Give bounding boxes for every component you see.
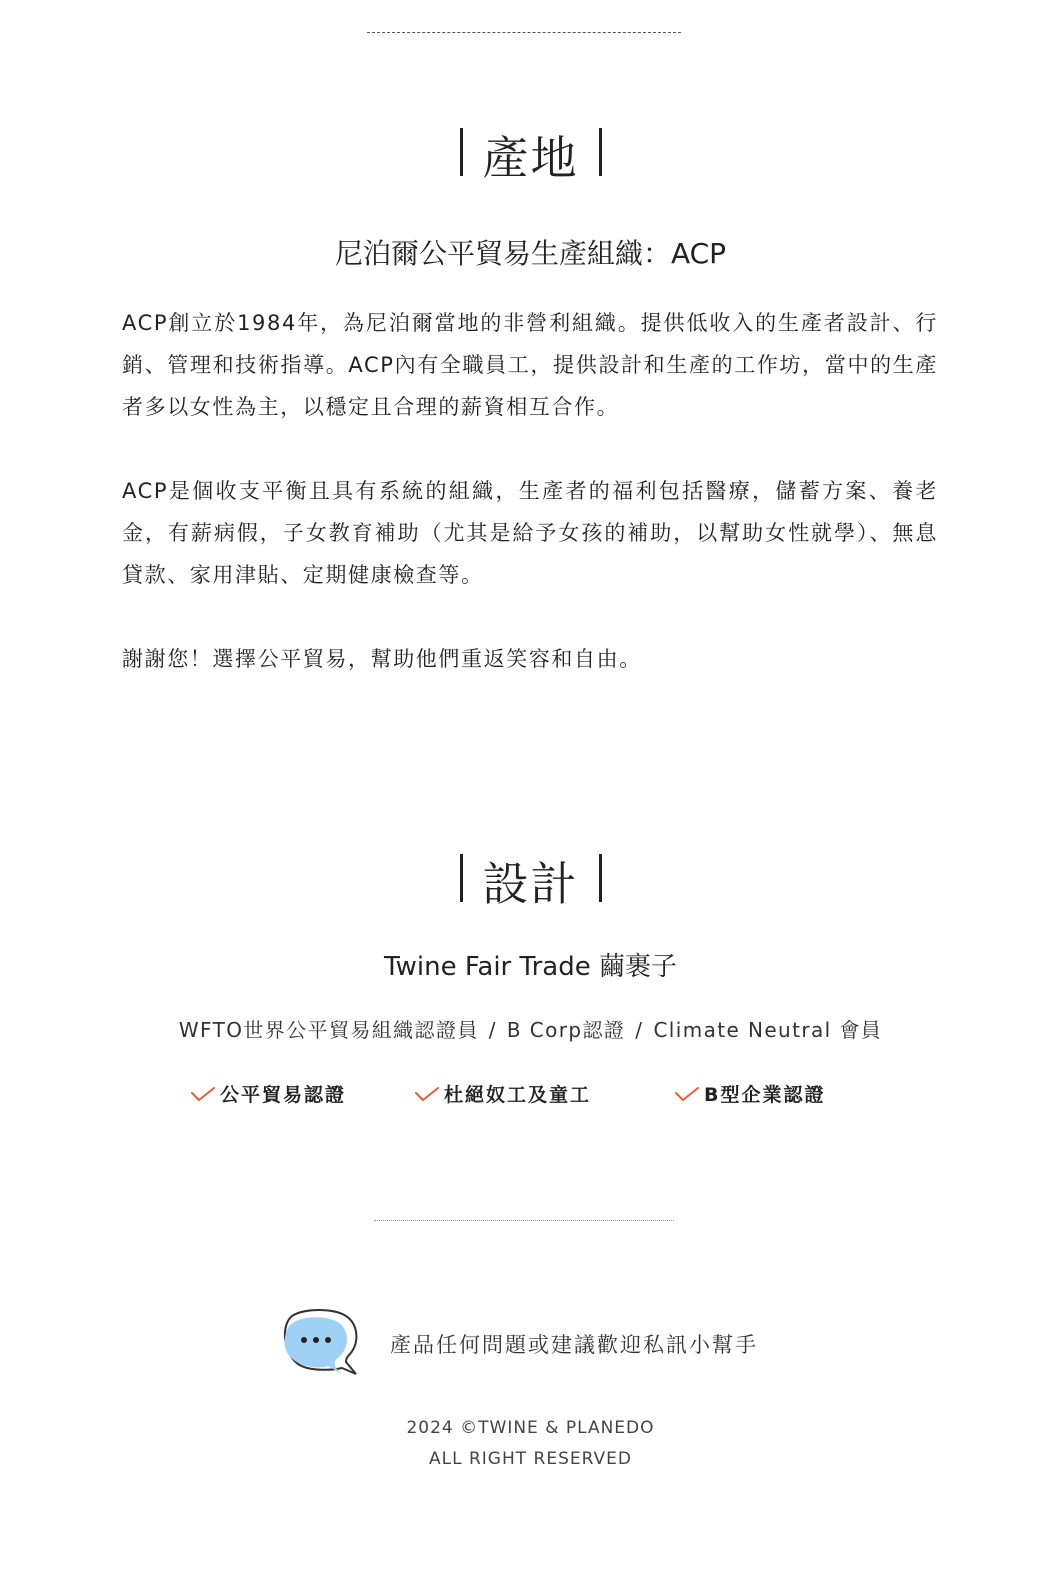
certification-wfto: WFTO世界公平貿易組織認證員 [178,1018,479,1042]
badge-row [0,1080,1061,1110]
origin-paragraph-2: ACP是個收支平衡且具有系統的組織，生產者的福利包括醫療，儲蓄方案、養老金，有薪病假，子女教育補助（尤其是給予女孩的補助，以幫助女性就學）、無息貸款、家用津貼、定期健康檢查等。 [122,479,938,587]
certification-separator: / [635,1018,644,1042]
certification-line [0,1014,1061,1043]
footer-copyright: 2024 ©TWINE & PLANEDO [406,1418,655,1438]
certification-climate-neutral: Climate Neutral 會員 [653,1018,883,1042]
contact-helper-text[interactable]: 產品任何問題或建議歡迎私訊小幫手 [390,1333,758,1357]
badge-fair-trade [190,1080,346,1107]
badge-label: 杜絕奴工及童工 [444,1084,592,1106]
origin-title-text: 產地 [482,131,579,185]
design-title-text: 設計 [482,857,579,911]
certification-bcorp: B Corp認證 [506,1018,626,1042]
check-icon [674,1084,700,1104]
badge-label: B型企業認證 [704,1084,826,1106]
dotted-divider [374,1220,674,1221]
origin-paragraph-3: 謝謝您！選擇公平貿易，幫助他們重返笑容和自由。 [122,647,642,671]
certification-separator: / [488,1018,497,1042]
check-icon [190,1084,216,1104]
title-bar-left [460,128,463,176]
contact-helper-row[interactable] [280,1306,758,1382]
design-section-title [0,848,1061,914]
title-bar-left [460,854,463,902]
chat-bubble-icon[interactable] [280,1308,362,1380]
design-brand-subtitle: Twine Fair Trade 繭裹子 [384,952,677,982]
top-dashed-divider [367,32,681,33]
footer-rights: ALL RIGHT RESERVED [429,1449,632,1469]
check-icon [414,1084,440,1104]
badge-label: 公平貿易認證 [220,1084,347,1106]
badge-b-corp [674,1080,825,1107]
badge-no-forced-labor [414,1080,591,1107]
origin-subtitle: 尼泊爾公平貿易生產組織：ACP [334,237,727,270]
origin-paragraph-1: ACP創立於1984年，為尼泊爾當地的非營利組織。提供低收入的生產者設計、行銷、管理和技術指導。ACP內有全職員工，提供設計和生產的工作坊，當中的生產者多以女性為主，以穩定且合理的薪資相互合作。 [122,311,938,419]
title-bar-right [599,128,602,176]
title-bar-right [599,854,602,902]
origin-section-title [0,122,1061,188]
